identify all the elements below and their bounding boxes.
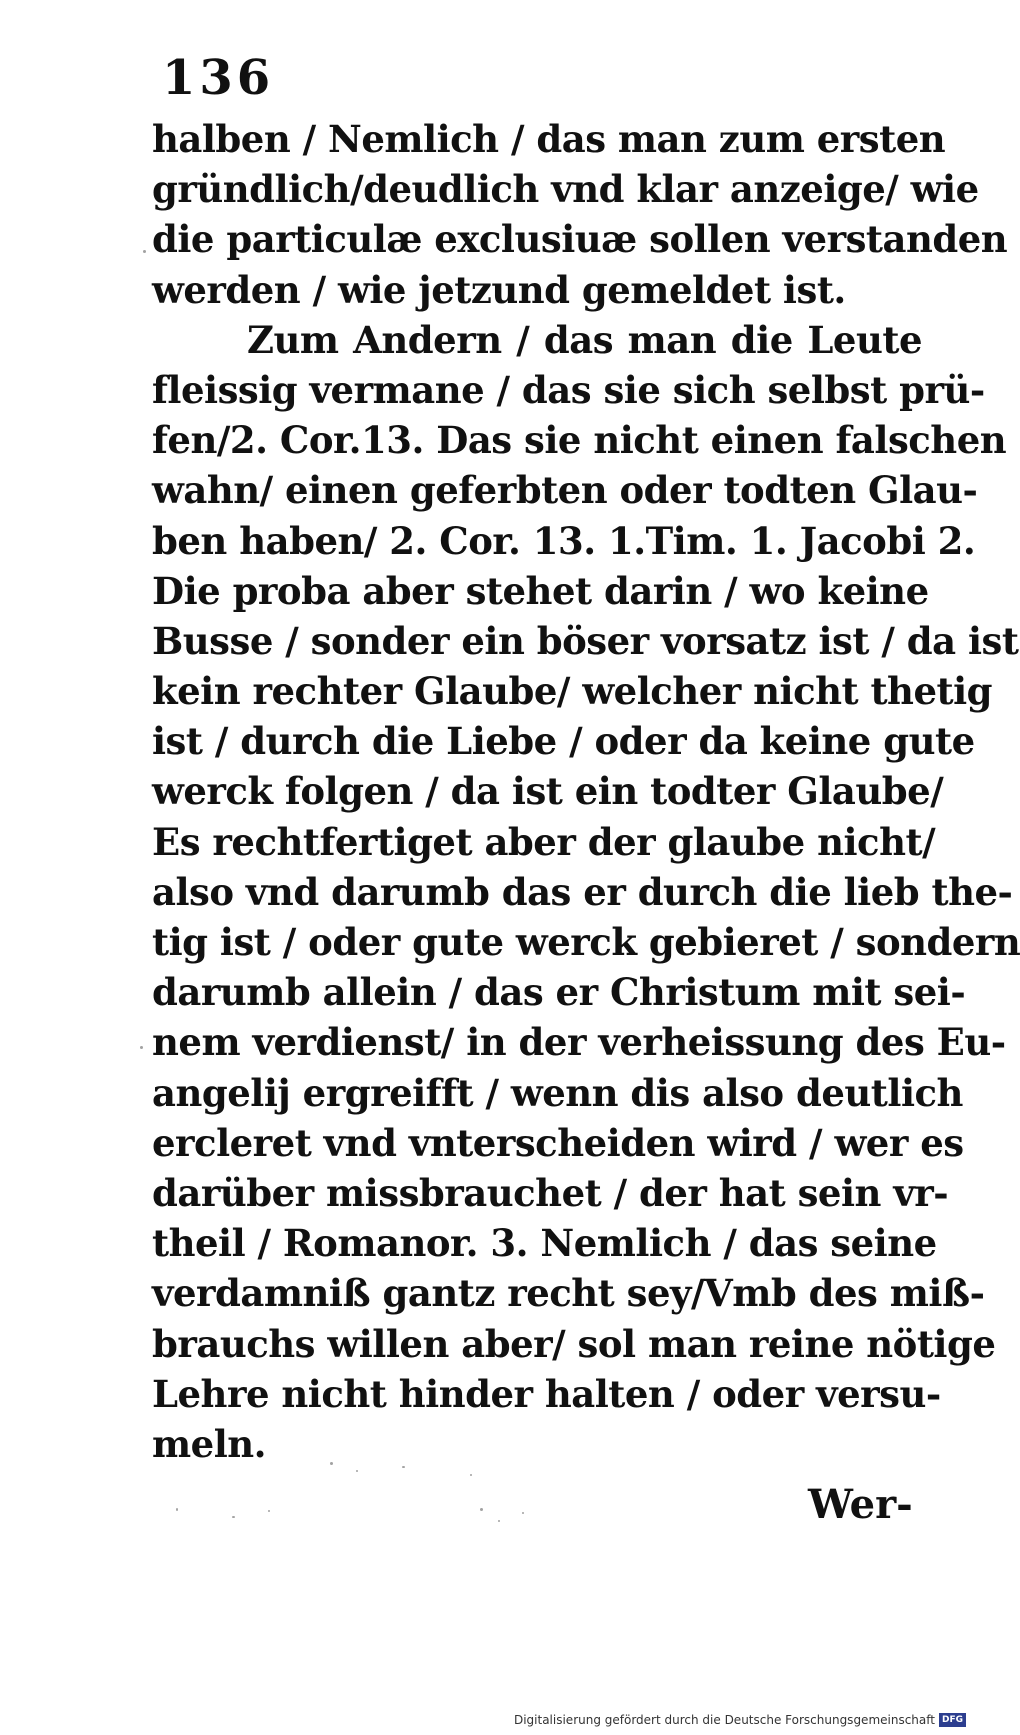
text-line: ben haben/ 2. Cor. 13. 1.Tim. 1. Jacobi 2. (152, 518, 976, 563)
text-line: meln. (152, 1421, 267, 1466)
text-line: kein rechter Glaube/ welcher nicht thetig (152, 669, 993, 714)
text-line: nem verdienst/ in der verheissung des Eu- (152, 1020, 1006, 1065)
dfg-logo: DFG (939, 1713, 966, 1727)
text-line: verdamniß gantz recht sey/Vmb des miß- (152, 1271, 985, 1316)
text-line: gründlich/deudlich vnd klar anzeige/ wie (152, 167, 979, 212)
text-line: Busse / sonder ein böser vorsatz ist / da ist (152, 618, 1019, 663)
text-line: angelij ergreifft / wenn dis also deutlich (152, 1070, 963, 1115)
text-line: fleissig vermane / das sie sich selbst prü- (152, 367, 985, 412)
catchword: Wer- (808, 1481, 913, 1528)
text-line: ercleret vnd vnterscheiden wird / wer es (152, 1120, 964, 1165)
text-line: werden / wie jetzund gemeldet ist. (152, 267, 846, 312)
text-line: ist / durch die Liebe / oder da keine gute (152, 719, 975, 764)
body-text (152, 114, 1020, 1469)
text-line: also vnd darumb das er durch die lieb the- (152, 869, 1013, 914)
text-line: fen/2. Cor.13. Das sie nicht einen falschen (152, 418, 1007, 463)
text-line: werck folgen / da ist ein todter Glaube/ (152, 769, 944, 814)
text-line: Lehre nicht hinder halten / oder versu- (152, 1371, 941, 1416)
text-line: Die proba aber stehet darin / wo keine (152, 568, 929, 613)
text-line: theil / Romanor. 3. Nemlich / das seine (152, 1221, 937, 1266)
text-line: Zum Andern / das man die Leute (247, 317, 922, 362)
text-line: die particulæ exclusiuæ sollen verstanden (152, 217, 1008, 262)
text-line: darumb allein / das er Christum mit sei- (152, 970, 966, 1015)
page-number: 136 (162, 50, 275, 106)
text-line: brauchs willen aber/ sol man reine nötige (152, 1321, 996, 1366)
text-line: tig ist / oder gute werck gebieret / sondern (152, 920, 1020, 964)
text-line: darüber missbrauchet / der hat sein vr- (152, 1170, 949, 1215)
digitization-footer (514, 1713, 966, 1727)
text-line: Es rechtfertiget aber der glaube nicht/ (152, 819, 936, 864)
text-line: wahn/ einen geferbten oder todten Glau- (152, 468, 978, 513)
text-line: halben / Nemlich / das man zum ersten (152, 117, 946, 161)
funding-notice: Digitalisierung gefördert durch die Deutsche Forschungsgemeinschaft (513, 1713, 935, 1727)
